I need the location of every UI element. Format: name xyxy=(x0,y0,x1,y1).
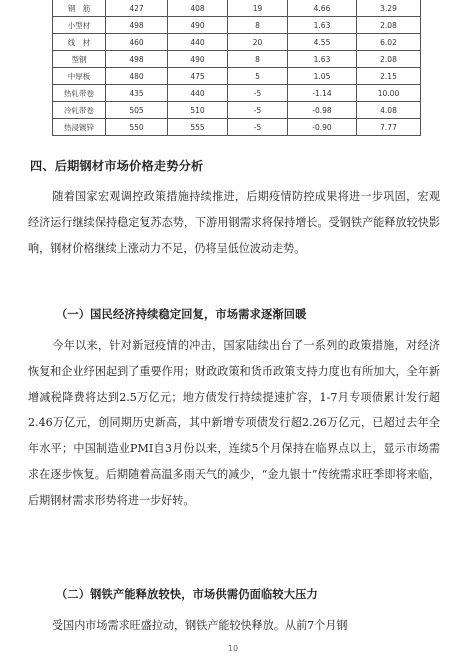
value-cell: 435 xyxy=(106,85,168,102)
value-cell: 4.08 xyxy=(357,102,421,119)
table-row xyxy=(53,0,421,17)
subsection-1-paragraph xyxy=(28,333,440,513)
page-number: 10 xyxy=(227,644,239,653)
value-cell: 460 xyxy=(106,34,168,51)
value-cell: -0.90 xyxy=(288,119,357,136)
value-cell: -5 xyxy=(228,85,288,102)
table-row xyxy=(53,102,421,119)
value-cell: 19 xyxy=(228,0,288,17)
value-cell: 3.29 xyxy=(357,0,421,17)
section-heading-4: 四、后期钢材市场价格走势分析 xyxy=(30,159,204,173)
value-cell: 2.15 xyxy=(357,68,421,85)
value-cell: -1.14 xyxy=(288,85,357,102)
table-row xyxy=(53,17,421,34)
value-cell: 498 xyxy=(106,51,168,68)
value-cell: 475 xyxy=(168,68,228,85)
value-cell: 8 xyxy=(228,51,288,68)
steel-price-table xyxy=(52,0,421,136)
product-name-cell: 型钢 xyxy=(53,51,106,68)
product-name-cell: 钢 筋 xyxy=(53,0,106,17)
value-cell: 440 xyxy=(168,85,228,102)
table-row xyxy=(53,85,421,102)
value-cell: 4.66 xyxy=(288,0,357,17)
value-cell: -0.98 xyxy=(288,102,357,119)
value-cell: 510 xyxy=(168,102,228,119)
value-cell: 505 xyxy=(106,102,168,119)
product-name-cell: 中厚板 xyxy=(53,68,106,85)
subsection-heading-1: （一）国民经济持续稳定回复，市场需求逐渐回暖 xyxy=(56,307,307,321)
value-cell: 550 xyxy=(106,119,168,136)
product-name-cell: 线 材 xyxy=(53,34,106,51)
value-cell: 1.05 xyxy=(288,68,357,85)
value-cell: 490 xyxy=(168,51,228,68)
table-row xyxy=(53,34,421,51)
value-cell: 8 xyxy=(228,17,288,34)
product-name-cell: 热轧带卷 xyxy=(53,85,106,102)
product-name-cell: 热浸镀锌 xyxy=(53,119,106,136)
value-cell: 20 xyxy=(228,34,288,51)
value-cell: 2.08 xyxy=(357,51,421,68)
value-cell: 440 xyxy=(168,34,228,51)
value-cell: -5 xyxy=(228,102,288,119)
value-cell: 498 xyxy=(106,17,168,34)
value-cell: 10.00 xyxy=(357,85,421,102)
subsection-1-text: 今年以来，针对新冠疫情的冲击，国家陆续出台了一系列的政策措施，对经济恢复和企业纾困起到了重要作用；财政政策和货币政策支持力度也有所加大，全年新增减税降费将达到2.5万亿元；地方债发行持续提速扩容，1-7月专项债累计发行超2.46万亿元，创同期历史新高，其中新增专项债发行超2.26万亿元，已超过去年全年水平；中国制造业PMI自3月份以来，连续5个月保持在临界点以上，显示市场需求在逐步恢复。后期随着高温多雨天气的减少，“金九银十”传统需求旺季即将来临，后期钢材需求形势将进一步好转。 xyxy=(28,339,440,507)
value-cell: -5 xyxy=(228,119,288,136)
value-cell: 408 xyxy=(168,0,228,17)
value-cell: 6.02 xyxy=(357,34,421,51)
table-row xyxy=(53,51,421,68)
value-cell: 1.63 xyxy=(288,51,357,68)
subsection-2-paragraph xyxy=(28,613,440,639)
table-row xyxy=(53,119,421,136)
subsection-2-text: 受国内市场需求旺盛拉动，钢铁产能较快释放。从前7个月钢 xyxy=(52,619,348,632)
intro-text: 随着国家宏观调控政策措施持续推进，后期疫情防控成果将进一步巩固，宏观经济运行继续保持稳定复苏态势，下游用钢需求将保持增长。受钢铁产能释放较快影响，钢材价格继续上涨动力不足，仍将呈低位波动走势。 xyxy=(28,190,440,255)
value-cell: 5 xyxy=(228,68,288,85)
intro-paragraph xyxy=(28,184,440,261)
subsection-heading-2: （二）钢铁产能释放较快，市场供需仍面临较大压力 xyxy=(56,587,318,601)
value-cell: 4.55 xyxy=(288,34,357,51)
table-row xyxy=(53,68,421,85)
value-cell: 427 xyxy=(106,0,168,17)
value-cell: 2.08 xyxy=(357,17,421,34)
value-cell: 480 xyxy=(106,68,168,85)
value-cell: 1.63 xyxy=(288,17,357,34)
value-cell: 7.77 xyxy=(357,119,421,136)
product-name-cell: 冷轧带卷 xyxy=(53,102,106,119)
value-cell: 490 xyxy=(168,17,228,34)
value-cell: 555 xyxy=(168,119,228,136)
product-name-cell: 小型材 xyxy=(53,17,106,34)
